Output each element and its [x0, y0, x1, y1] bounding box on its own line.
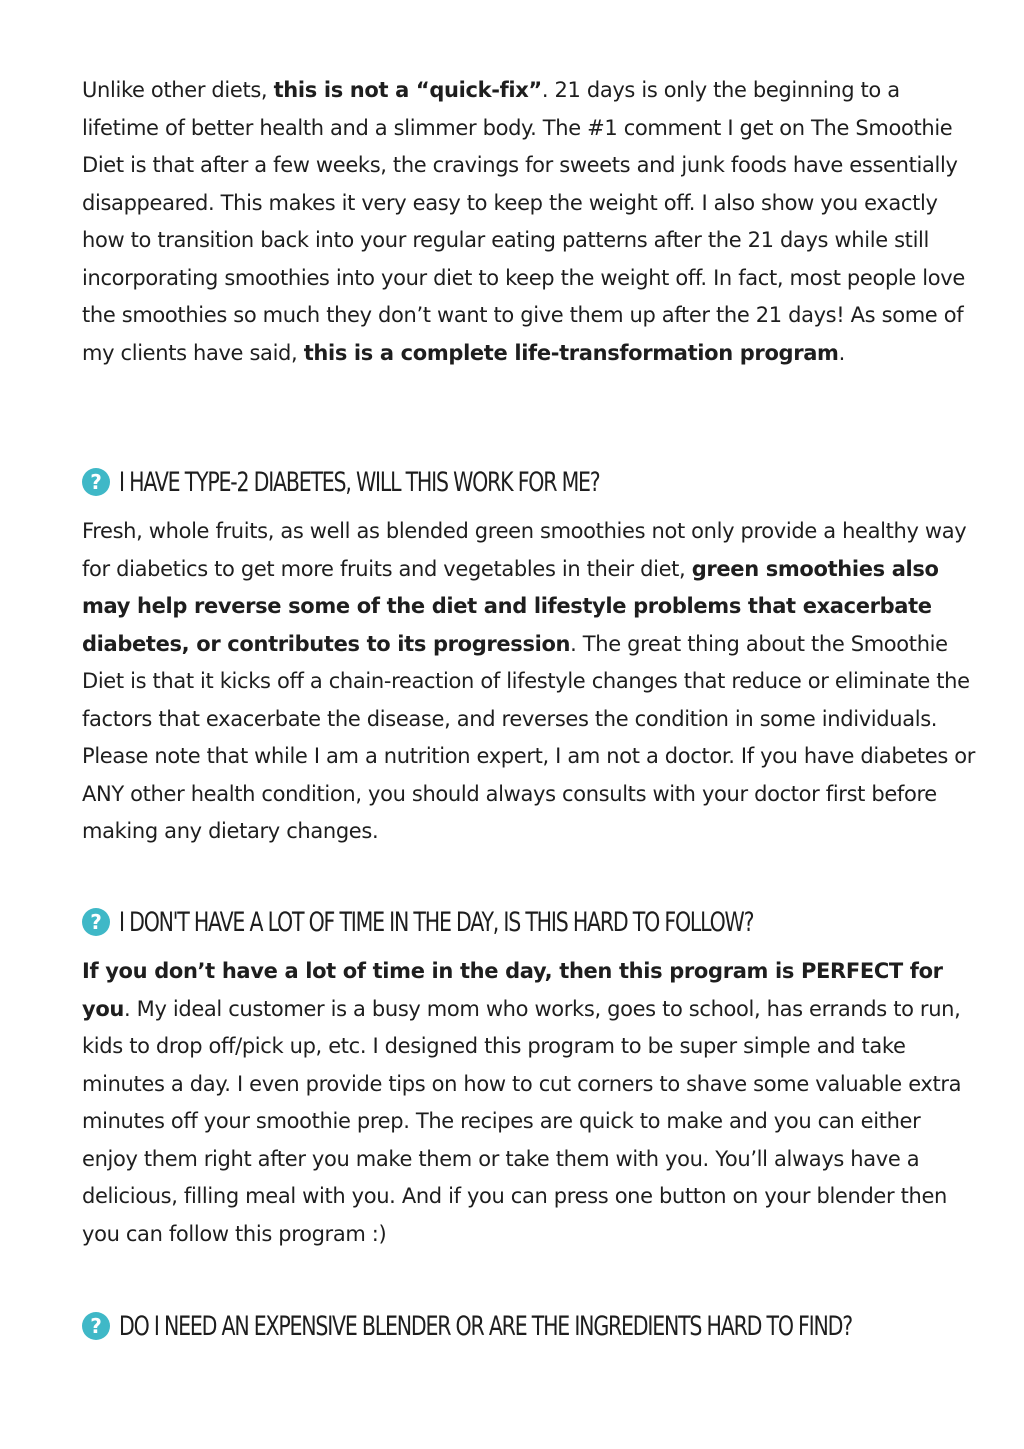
faq-answer-time	[82, 953, 977, 1253]
answer-text: . My ideal customer is a busy mom who works, goes to school, has errands to run, kids to drop off/pick up, etc. I designed this program to be super simple and take minutes a day. I even provide tips on how to cut corners to shave some valuable extra minutes off your smoothie prep. The recipes are quick to make and you can either enjoy them right after you make them or take them with you. You’ll always have a delicious, filling meal with you. And if you can press one button on your blender then you can follow this program :)	[82, 996, 962, 1246]
intro-text: . 21 days is only the beginning to a lifetime of better health and a slimmer body. The #1 comment I get on The Smoothie Diet is that after a few weeks, the cravings for sweets and junk foods have essentially disappeared. This makes it very easy to keep the weight off. I also show you exactly how to transition back into your regular eating patterns after the 21 days while still incorporating smoothies into your diet to keep the weight off. In fact, most people love the smoothies so much they don’t want to give them up after the 21 days! As some of my clients have said,	[82, 78, 965, 365]
answer-text: Fresh, whole fruits, as well as blended green smoothies not only provide a healthy way for diabetics to get more fruits and vegetables in their diet,	[82, 519, 967, 581]
intro-emphasis: this is not a “quick-fix”	[273, 78, 542, 102]
question-circle-icon: ?	[82, 908, 110, 936]
faq-question-diabetes	[82, 462, 751, 502]
faq-question-blender	[82, 1306, 1024, 1346]
question-circle-icon: ?	[82, 468, 110, 496]
faq-question-text: I DON'T HAVE A LOT OF TIME IN THE DAY, IS THIS HARD TO FOLLOW?	[119, 906, 754, 938]
intro-text: Unlike other diets,	[82, 78, 274, 102]
answer-emphasis: green smoothies also may help reverse some of the diet and lifestyle problems that exacerbate diabetes, or contributes to its progression	[82, 556, 939, 656]
intro-emphasis: this is a complete life-transformation program	[303, 340, 839, 365]
intro-text: .	[838, 340, 845, 365]
faq-question-text: DO I NEED AN EXPENSIVE BLENDER OR ARE THE INGREDIENTS HARD TO FIND?	[119, 1310, 852, 1342]
faq-question-text: I HAVE TYPE-2 DIABETES, WILL THIS WORK FOR ME?	[119, 466, 600, 498]
answer-emphasis: If you don’t have a lot of time in the day, then this program is PERFECT for you	[82, 959, 943, 1021]
question-circle-icon: ?	[82, 1312, 110, 1340]
faq-answer-diabetes	[82, 513, 977, 851]
intro-paragraph	[82, 72, 977, 372]
faq-question-time	[82, 902, 954, 942]
answer-text: . The great thing about the Smoothie Diet is that it kicks off a chain-reaction of lifestyle changes that reduce or eliminate the factors that exacerbate the disease, and reverses the condition in some individuals. Please note that while I am a nutrition expert, I am not a doctor. If you have diabetes or ANY other health condition, you should always consults with your doctor first before making any dietary changes.	[82, 631, 976, 843]
